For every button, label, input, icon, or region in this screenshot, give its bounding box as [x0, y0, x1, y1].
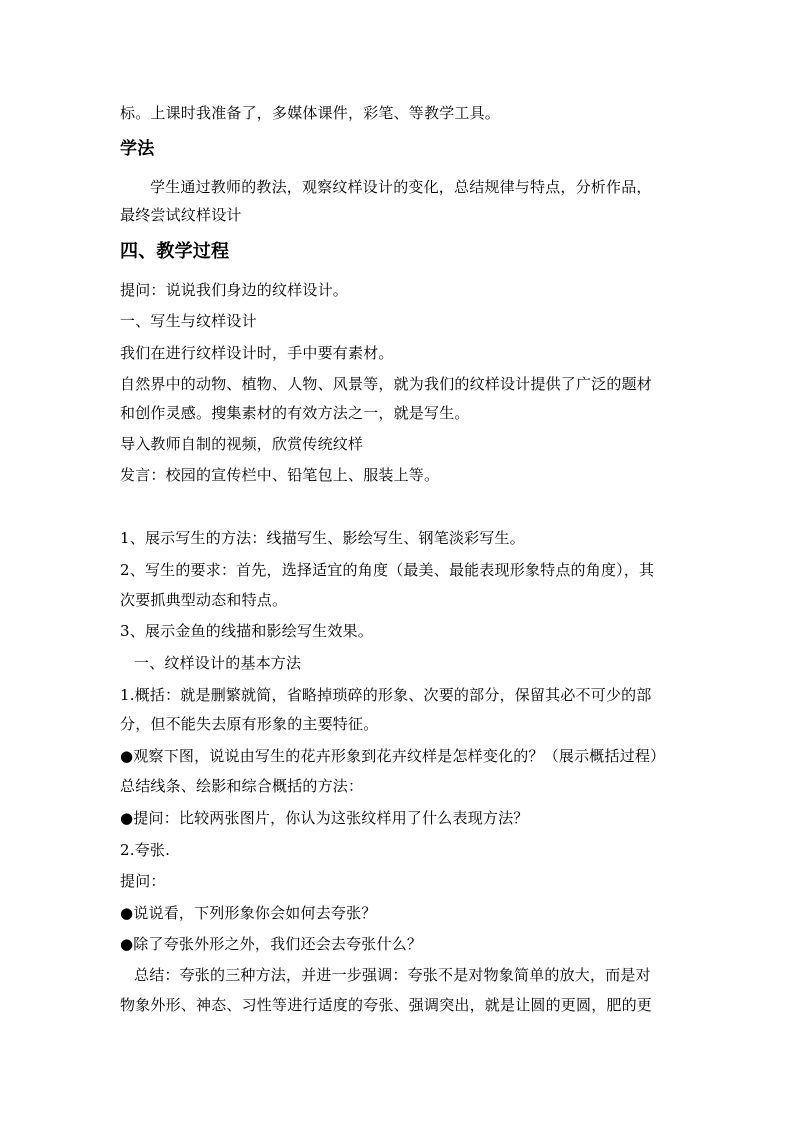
text-line: 标。上课时我准备了，多媒体课件，彩笔、等教学工具。 [120, 104, 501, 122]
text-line: 3、展示金鱼的线描和影绘写生效果。 [120, 622, 373, 640]
text-line: 提问：说说我们身边的纹样设计。 [120, 281, 349, 299]
text-line: 一、写生与纹样设计 [120, 312, 257, 330]
text-line: 物象外形、神态、习性等进行适度的夸张、强调突出，就是让圆的更圆，肥的更 [120, 996, 653, 1014]
text-line: 总结：夸张的三种方法，并进一步强调：夸张不是对物象简单的放大，而是对 [134, 966, 651, 984]
text-line: 最终尝试纹样设计 [120, 206, 242, 224]
text-line: 学生通过教师的教法，观察纹样设计的变化，总结规律与特点，分析作品， [150, 178, 652, 196]
text-line: 自然界中的动物、植物、人物、风景等，就为我们的纹样设计提供了广泛的题材 [120, 375, 653, 393]
text-line: 分，但不能失去原有形象的主要特征。 [120, 715, 379, 733]
text-line: 和创作灵感。搜集素材的有效方法之一，就是写生。 [120, 404, 470, 422]
section-heading-teaching-process: 四、教学过程 [120, 241, 230, 262]
section-heading-xuefa: 学法 [120, 139, 155, 159]
text-line: 2、写生的要求：首先，选择适宜的角度（最美、最能表现形象特点的角度），其 [120, 561, 655, 579]
text-line: ●除了夸张外形之外，我们还会去夸张什么？ [120, 935, 423, 953]
text-line: 2.夸张. [120, 841, 171, 859]
text-line: ●观察下图，说说由写生的花卉形象到花卉纹样是怎样变化的？（展示概括过程） [120, 747, 666, 765]
text-line: 提问： [120, 872, 166, 890]
text-line: 导入教师自制的视频，欣赏传统纹样 [120, 435, 364, 453]
text-line: 1.概括：就是删繁就简，省略掉琐碎的形象、次要的部分，保留其必不可少的部 [120, 686, 652, 704]
text-line: ●说说看，下列形象你会如何去夸张？ [120, 904, 377, 922]
text-line: 发言：校园的宣传栏中、铅笔包上、服装上等。 [120, 466, 440, 484]
text-line: 次要抓典型动态和特点。 [120, 591, 288, 609]
text-line: 我们在进行纹样设计时，手中要有素材。 [120, 344, 394, 362]
text-line: 一、纹样设计的基本方法 [134, 654, 302, 672]
text-line: 1、展示写生的方法：线描写生、影绘写生、钢笔淡彩写生。 [120, 529, 525, 547]
text-line: 总结线条、绘影和综合概括的方法： [120, 777, 364, 795]
text-line: ●提问：比较两张图片，你认为这张纹样用了什么表现方法？ [120, 809, 529, 827]
